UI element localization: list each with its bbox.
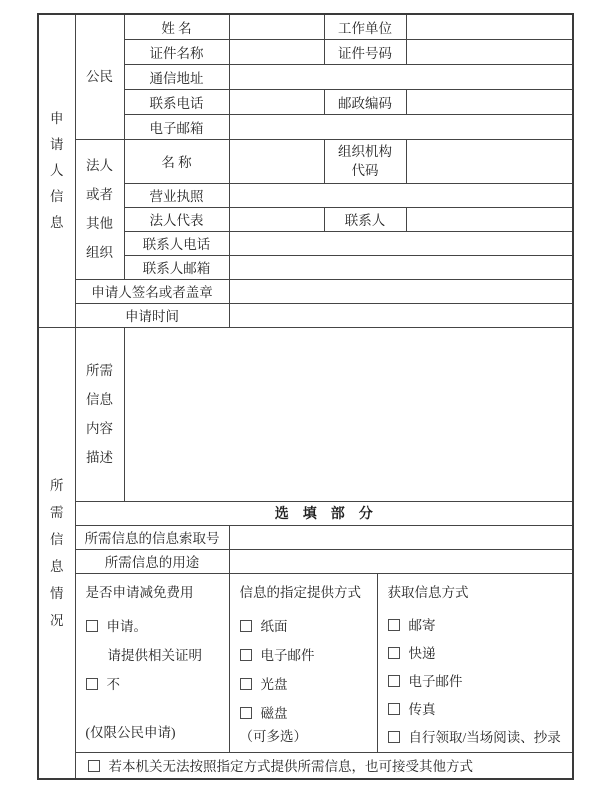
obtain-option-mail[interactable] <box>388 612 569 640</box>
email-delivery-option-label: 电子邮件 <box>260 647 315 663</box>
applicant-section-cell <box>38 14 75 327</box>
cd-checkbox-icon[interactable] <box>240 678 252 690</box>
needed-info-section-cell <box>38 327 75 779</box>
fee-waiver-option-apply[interactable] <box>86 612 225 641</box>
contact-email-input-cell[interactable] <box>229 255 573 279</box>
email-obtain-option-label: 电子邮件 <box>408 673 463 689</box>
description-label: 所需信息内容描述 <box>85 363 113 465</box>
apply-option-note: 请提供相关证明 <box>107 647 202 663</box>
citizen-group-label: 公民 <box>85 69 113 85</box>
index-number-input-cell[interactable] <box>229 525 573 549</box>
contact-phone-label: 联系人电话 <box>124 231 229 255</box>
fax-checkbox-icon[interactable] <box>388 703 400 715</box>
name-input-cell[interactable] <box>229 14 324 39</box>
fee-waiver-title: 是否申请减免费用 <box>85 584 194 600</box>
email-label: 电子邮箱 <box>124 114 229 139</box>
address-input-cell[interactable] <box>229 64 573 89</box>
delivery-option-email[interactable] <box>240 641 373 670</box>
id-type-label: 证件名称 <box>124 39 229 64</box>
mail-option-label: 邮寄 <box>408 617 436 633</box>
org-code-label-cell <box>324 139 406 183</box>
index-number-label: 所需信息的信息索取号 <box>75 525 229 549</box>
application-form-table <box>37 13 574 780</box>
email-input-cell[interactable] <box>229 114 573 139</box>
obtain-method-cell <box>377 573 573 752</box>
contact-phone-input-cell[interactable] <box>229 231 573 255</box>
cd-option-label: 光盘 <box>260 676 288 692</box>
needed-info-section-label: 所需信息情况 <box>50 477 64 628</box>
org-name-input-cell[interactable] <box>229 139 324 183</box>
signature-label: 申请人签名或者盖章 <box>75 279 229 303</box>
disk-checkbox-icon[interactable] <box>240 707 252 719</box>
legal-rep-input-cell[interactable] <box>229 207 324 231</box>
license-label: 营业执照 <box>124 183 229 207</box>
work-unit-label: 工作单位 <box>324 14 406 39</box>
purpose-input-cell[interactable] <box>229 549 573 573</box>
email-delivery-checkbox-icon[interactable] <box>240 649 252 661</box>
citizen-group-cell <box>75 14 124 139</box>
postcode-label: 邮政编码 <box>324 89 406 114</box>
legal-rep-label: 法人代表 <box>124 207 229 231</box>
apply-option-label: 申请。 <box>106 618 147 634</box>
applicant-section-label: 申请人信息 <box>50 110 64 230</box>
id-number-label: 证件号码 <box>324 39 406 64</box>
contact-email-label: 联系人邮箱 <box>124 255 229 279</box>
no-checkbox-icon[interactable] <box>86 678 98 690</box>
express-option-label: 快递 <box>408 645 436 661</box>
fee-waiver-option-no[interactable] <box>86 670 225 699</box>
fee-waiver-footnote: (仅限公民申请) <box>85 724 176 740</box>
id-number-input-cell[interactable] <box>406 39 573 64</box>
obtain-option-email[interactable] <box>388 668 569 696</box>
delivery-option-paper[interactable] <box>240 612 373 641</box>
license-input-cell[interactable] <box>229 183 573 207</box>
phone-input-cell[interactable] <box>229 89 324 114</box>
express-checkbox-icon[interactable] <box>388 647 400 659</box>
mail-checkbox-icon[interactable] <box>388 619 400 631</box>
organization-group-label: 法人或者其他组织 <box>85 158 113 260</box>
alternative-checkbox-icon[interactable] <box>88 760 100 772</box>
self-pickup-checkbox-icon[interactable] <box>388 731 400 743</box>
paper-option-label: 纸面 <box>260 618 288 634</box>
postcode-input-cell[interactable] <box>406 89 573 114</box>
organization-group-cell <box>75 139 124 279</box>
email-obtain-checkbox-icon[interactable] <box>388 675 400 687</box>
obtain-method-title: 获取信息方式 <box>387 584 469 600</box>
self-pickup-option-label: 自行领取/当场阅读、抄录 <box>408 729 561 745</box>
id-type-input-cell[interactable] <box>229 39 324 64</box>
delivery-footnote: （可多选） <box>239 728 307 744</box>
delivery-option-disk[interactable] <box>240 699 373 728</box>
signature-input-cell[interactable] <box>229 279 573 303</box>
no-option-label: 不 <box>106 676 120 692</box>
purpose-label: 所需信息的用途 <box>75 549 229 573</box>
apply-time-label: 申请时间 <box>75 303 229 327</box>
fax-option-label: 传真 <box>408 701 436 717</box>
name-label: 姓 名 <box>124 14 229 39</box>
obtain-option-fax[interactable] <box>388 696 569 724</box>
fee-waiver-cell <box>75 573 229 752</box>
delivery-method-cell <box>229 573 377 752</box>
delivery-option-cd[interactable] <box>240 670 373 699</box>
paper-checkbox-icon[interactable] <box>240 620 252 632</box>
contact-label: 联系人 <box>324 207 406 231</box>
org-name-label: 名 称 <box>124 139 229 183</box>
alternative-note-label: 若本机关无法按照指定方式提供所需信息，也可接受其他方式 <box>108 759 473 775</box>
org-code-label: 组织机构代码 <box>338 144 392 178</box>
contact-input-cell[interactable] <box>406 207 573 231</box>
obtain-option-express[interactable] <box>388 640 569 668</box>
apply-time-input-cell[interactable] <box>229 303 573 327</box>
phone-label: 联系电话 <box>124 89 229 114</box>
address-label: 通信地址 <box>124 64 229 89</box>
obtain-option-self-pickup[interactable] <box>388 724 569 752</box>
apply-checkbox-icon[interactable] <box>86 620 98 632</box>
disk-option-label: 磁盘 <box>260 705 288 721</box>
delivery-method-title: 信息的指定提供方式 <box>239 584 361 600</box>
work-unit-input-cell[interactable] <box>406 14 573 39</box>
optional-section-header: 选填部分 <box>75 501 573 525</box>
org-code-input-cell[interactable] <box>406 139 573 183</box>
description-label-cell <box>75 327 124 501</box>
description-input-cell[interactable] <box>124 327 573 501</box>
alternative-note-cell <box>75 752 573 779</box>
